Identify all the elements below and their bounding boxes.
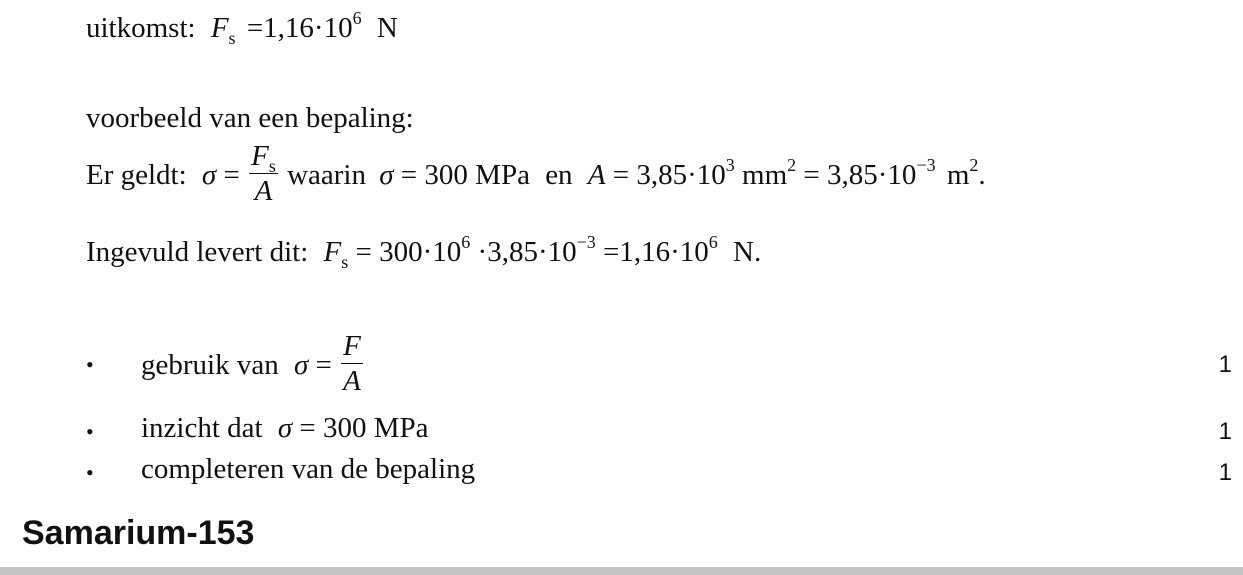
area-exp-2: −3 — [916, 155, 936, 176]
area-symbol: A — [587, 159, 606, 192]
sigma-symbol: σ — [201, 159, 217, 192]
fraction-denominator-2: A — [343, 365, 361, 397]
scoring-item-text — [141, 330, 365, 402]
result-line — [86, 8, 398, 48]
sigma-value: = 300 MPa — [400, 159, 530, 192]
filled-part-1: = 300·10 — [355, 236, 462, 268]
filled-unit: N. — [733, 236, 762, 268]
score-points: 1 — [1218, 459, 1232, 486]
section-divider — [0, 567, 1243, 575]
sigma-symbol-2: σ — [379, 159, 394, 192]
fraction-numerator-2: F — [343, 330, 361, 362]
result-label: uitkomst: — [86, 12, 196, 44]
formula-line — [86, 140, 986, 212]
score-points: 1 — [1218, 351, 1232, 378]
filled-part-3: =1,16·10 — [603, 236, 709, 268]
sigma-symbol-3: σ — [293, 349, 309, 382]
area-value-1: = 3,85·10 — [612, 159, 726, 192]
example-heading: voorbeeld van een bepaling: — [86, 102, 414, 134]
area-unit-2: m — [946, 159, 970, 192]
area-unit-exp-2: 2 — [969, 155, 979, 176]
scoring-item-label: gebruik van — [141, 349, 279, 382]
scoring-item-text: completeren van de bepaling — [141, 453, 476, 485]
result-exponent: 6 — [352, 8, 362, 28]
area-exp-1: 3 — [725, 155, 735, 176]
equals-sign: = — [223, 159, 240, 192]
sigma-value-2: = 300 MPa — [299, 412, 429, 444]
equals-sign-2: = — [315, 349, 332, 382]
section-heading: Samarium-153 — [22, 514, 255, 552]
formula-prefix: Er geldt: — [86, 159, 187, 192]
area-value-2: = 3,85·10 — [803, 159, 917, 192]
bullet-dot: • — [86, 352, 94, 377]
area-unit-1: mm — [742, 159, 788, 192]
filled-subscript: s — [341, 252, 349, 272]
area-unit-exp-1: 2 — [787, 155, 797, 176]
filled-exp-1: 6 — [461, 232, 471, 252]
score-points: 1 — [1218, 418, 1232, 445]
bullet-dot: • — [86, 460, 94, 485]
fraction-numerator: $F_s$ — [251, 140, 276, 176]
sigma-symbol-4: σ — [277, 412, 293, 444]
result-symbol: F — [210, 12, 229, 44]
result-value: =1,16·10 — [246, 12, 353, 44]
filled-exp-2: −3 — [576, 232, 596, 252]
scoring-item-text — [141, 414, 429, 443]
fraction-denominator: A — [254, 175, 273, 207]
bullet-dot: • — [86, 419, 94, 444]
formula-waarin: waarin — [287, 159, 366, 192]
filled-line — [86, 232, 762, 272]
result-unit: N — [376, 12, 398, 44]
result-subscript: s — [228, 28, 236, 48]
stress-fraction — [249, 139, 278, 208]
stress-fraction-2 — [341, 329, 363, 398]
filled-prefix: Ingevuld levert dit: — [86, 236, 309, 268]
formula-conj: en — [545, 159, 573, 192]
formula-end: . — [978, 159, 986, 192]
filled-exp-3: 6 — [708, 232, 718, 252]
filled-part-2: ·3,85·10 — [477, 236, 577, 268]
filled-symbol: F — [323, 236, 342, 268]
scoring-item-label: inzicht dat — [141, 412, 263, 444]
